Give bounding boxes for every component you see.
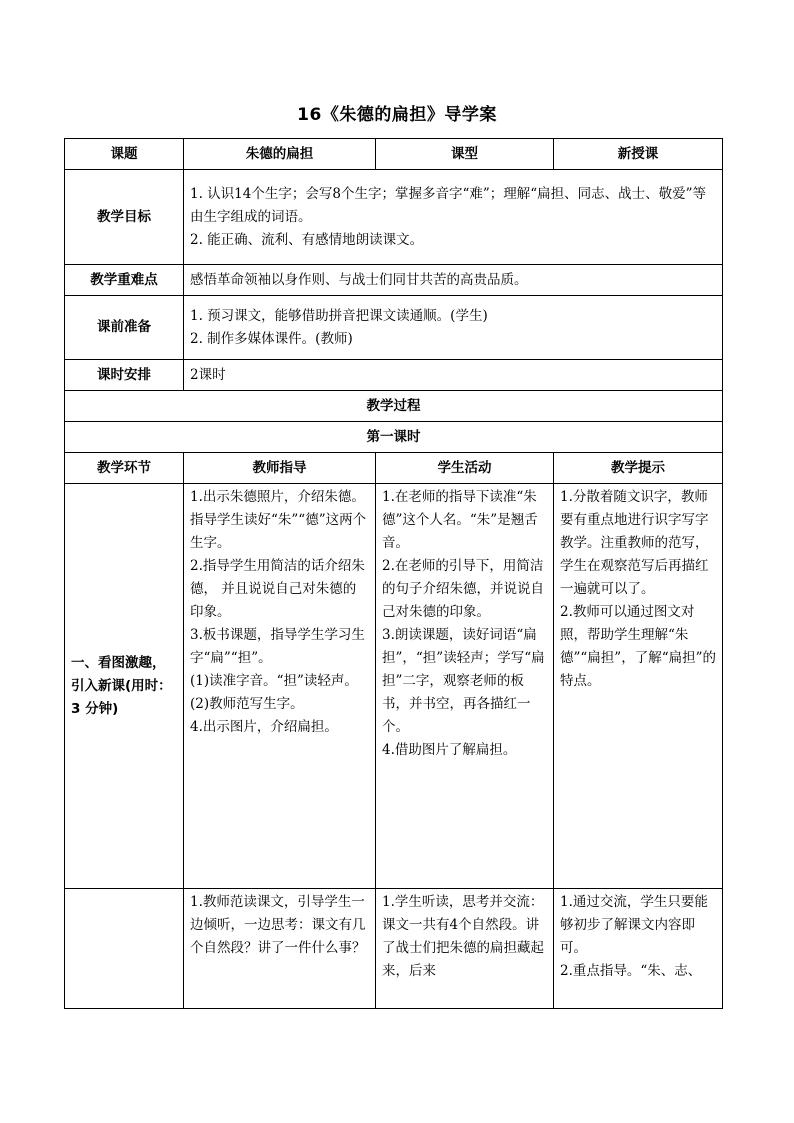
- keypoints-row: [65, 265, 723, 296]
- keypoints-label: 教学重难点: [65, 265, 184, 296]
- teacher-step: 1.出示朱德照片，介绍朱德。指导学生读好“朱”“德”这两个生字。: [190, 489, 367, 551]
- goal-line: 2. 能正确、流利、有感情地朗读课文。: [190, 231, 424, 248]
- prep-line: 2. 制作多媒体课件。(教师): [190, 330, 353, 347]
- topic-value: 朱德的扁担: [184, 139, 376, 170]
- section2-row: [65, 889, 723, 1009]
- lesson-title: 第一课时: [65, 422, 723, 453]
- type-label: 课型: [376, 139, 554, 170]
- teacher-step: (1)读准字音。“担”读轻声。: [190, 673, 358, 689]
- student-step: 1.学生听读，思考并交流：课文一共有4个自然段。讲了战士们把朱德的扁担藏起来，后来: [382, 894, 544, 979]
- student-step: 3.朗读课题，读好词语“扁担”，“担”读轻声；学写“扁担”二字，观察老师的板书，并书空，再各描红一个。: [382, 627, 545, 735]
- schedule-label: 课时安排: [65, 360, 184, 391]
- teacher-step: 4.出示图片，介绍扁担。: [190, 719, 338, 735]
- section2-tips: [554, 889, 723, 1009]
- prep-line: 1. 预习课文，能够借助拼音把课文读通顺。(学生): [190, 307, 488, 324]
- topic-label: 课题: [65, 139, 184, 170]
- column-header: 学生活动: [376, 453, 554, 484]
- student-step: 2.在老师的引导下，用简洁的句子介绍朱德，并说说自己对朱德的印象。: [382, 558, 544, 620]
- student-step: 1.在老师的指导下读准“朱德”这个人名。“朱”是翘舌音。: [382, 489, 538, 551]
- process-title: 教学过程: [65, 391, 723, 422]
- schedule-row: [65, 360, 723, 391]
- schedule-content: 2课时: [184, 360, 723, 391]
- prep-content: [184, 296, 723, 360]
- student-step: 4.借助图片了解扁担。: [382, 742, 517, 758]
- type-value: 新授课: [554, 139, 723, 170]
- teacher-step: 2.指导学生用简洁的话介绍朱德， 并且说说自己对朱德的印象。: [190, 558, 365, 620]
- section2-student: [376, 889, 554, 1009]
- column-header: 教学提示: [554, 453, 723, 484]
- section2-teacher: [184, 889, 376, 1009]
- section1-row: [65, 484, 723, 889]
- process-row: [65, 391, 723, 422]
- lesson-plan-table: [64, 138, 723, 1009]
- lesson-row: [65, 422, 723, 453]
- column-header: 教学环节: [65, 453, 184, 484]
- teacher-step: 1.教师范读课文，引导学生一边倾听，一边思考：课文有几个自然段？讲了一件什么事？: [190, 894, 366, 956]
- column-header: 教师指导: [184, 453, 376, 484]
- teacher-step: (2)教师范写生字。: [190, 696, 304, 712]
- section1-label: 一、看图激趣，引入新课(用时：3 分钟): [65, 484, 184, 889]
- section1-student: [376, 484, 554, 889]
- goal-line: 1. 认识14个生字；会写8个生字；掌握多音字“难”；理解“扁担、同志、战士、敬爱”等由生字组成的词语。: [190, 185, 707, 225]
- section1-teacher: [184, 484, 376, 889]
- topic-row: [65, 139, 723, 170]
- column-header-row: [65, 453, 723, 484]
- prep-label: 课前准备: [65, 296, 184, 360]
- section2-label: [65, 889, 184, 1009]
- tip-step: 2.教师可以通过图文对照，帮助学生理解“朱德”“扁担”，了解“扁担”的特点。: [560, 604, 717, 689]
- goals-label: 教学目标: [65, 170, 184, 265]
- teacher-step: 3.板书课题，指导学生学习生字“扁”“担”。: [190, 627, 365, 666]
- prep-row: [65, 296, 723, 360]
- tip-step: 1.通过交流，学生只要能够初步了解课文内容即可。: [560, 894, 708, 956]
- goals-content: [184, 170, 723, 265]
- keypoints-content: 感悟革命领袖以身作则、与战士们同甘共苦的高贵品质。: [184, 265, 723, 296]
- tip-step: 2.重点指导。“朱、志、: [560, 963, 702, 979]
- goals-row: [65, 170, 723, 265]
- page-title: 16《朱德的扁担》导学案: [297, 105, 497, 125]
- section1-tips: [554, 484, 723, 889]
- tip-step: 1.分散着随文识字，教师要有重点地进行识字写字教学。注重教师的范写，学生在观察范写后再描红一遍就可以了。: [560, 489, 709, 597]
